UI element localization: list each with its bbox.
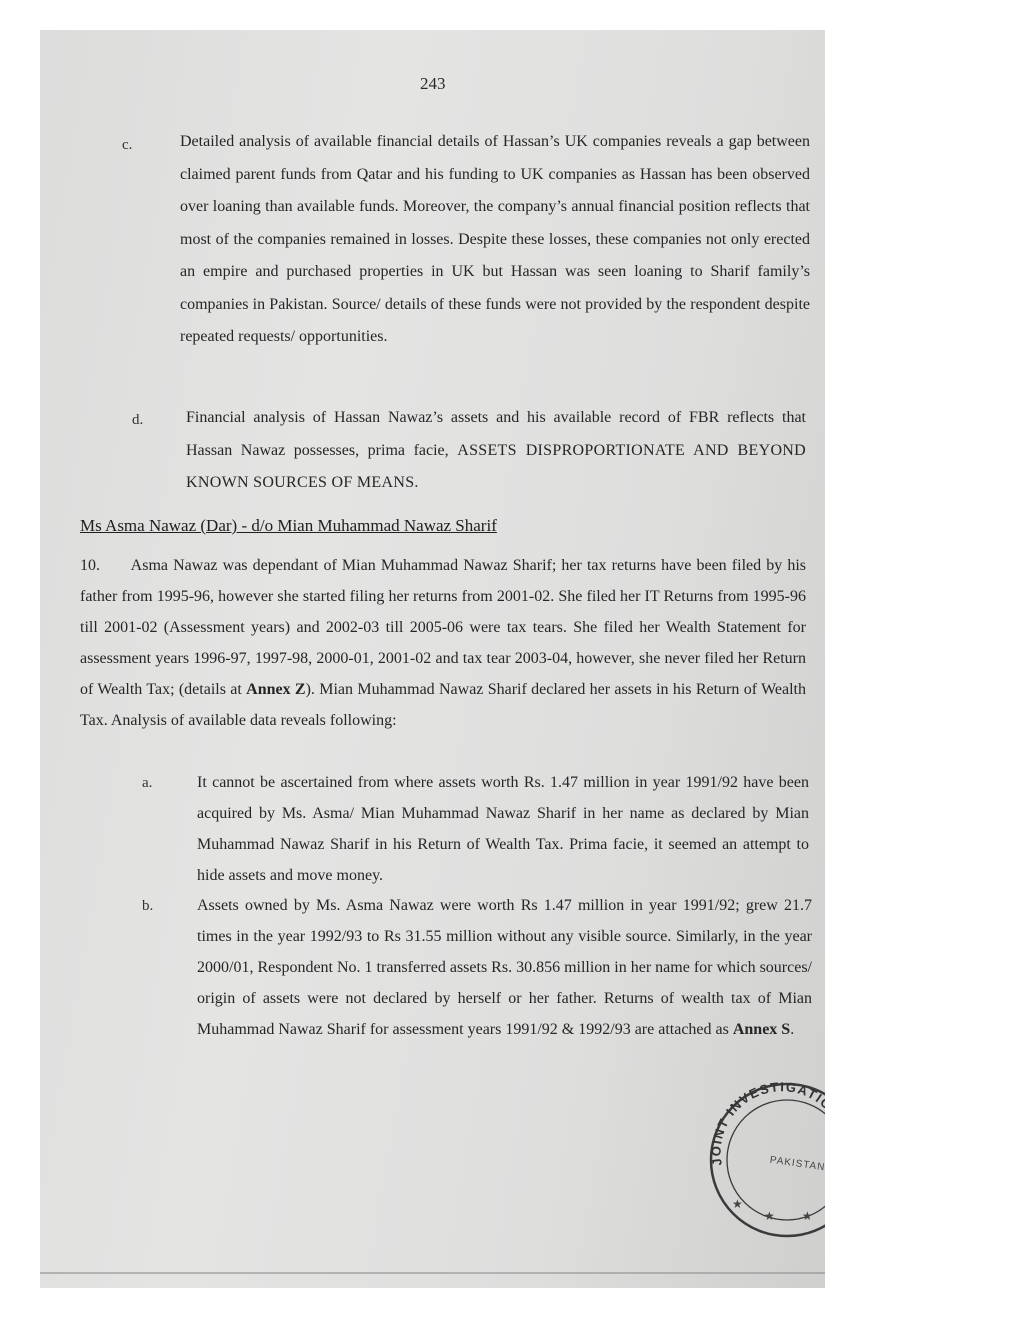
page-number: 243 [420, 74, 446, 93]
paragraph-10-text-1: Asma Nawaz was dependant of Mian Muhammad Nawaz Sharif; her tax returns have been filed by his father from 1995-96, however she started filing her returns from 2001-02. She filed her IT Returns from 1995-96 till 2001-02 (Assessment years) and 2002-03 till 2005-06 were tax tears. She filed her Wealth Statement for assessment years 1996-97, 1997-98, 2000-01, 2001-02 and tax tear 2003-04, however, she never filed her Return of Wealth Tax; (details at [80, 557, 807, 698]
item-d-text [186, 402, 806, 500]
item-d-marker: d. [132, 412, 144, 428]
annex-z-ref: Annex Z [246, 681, 306, 698]
item-b-text-end: . [790, 1021, 795, 1038]
item-b-text-body: Assets owned by Ms. Asma Nawaz were worth Rs 1.47 million in year 1991/92; grew 21.7 times in the year 1992/93 to Rs 31.55 million without any visible source. Similarly, in the year 2000/01, Respondent No. 1 transferred assets Rs. 30.856 million in her name for which sources/ origin of assets were not declared by herself or her father. Returns of wealth tax of Mian Muhammad Nawaz Sharif for assessment years 1991/92 & 1992/93 are attached as [197, 897, 812, 1038]
seal-star-right: ★ [802, 1209, 813, 1223]
seal-inner-text: PAKISTAN [769, 1154, 827, 1174]
item-b-text [197, 890, 812, 1045]
seal-star-left: ★ [732, 1197, 743, 1211]
item-c-marker: c. [122, 137, 133, 153]
official-seal-stamp [692, 1070, 844, 1240]
paragraph-10-number: 10. [80, 557, 100, 574]
item-d-text-body: Financial analysis of Hassan Nawaz’s assets and his available record of FBR reflects that Hassan Nawaz possesses, prima facie, [186, 409, 806, 459]
paragraph-10-text-2: ). Mian Muhammad Nawaz Sharif declared her assets in his Return of Wealth Tax. Analysis of available data reveals following: [80, 681, 806, 729]
item-c-text: Detailed analysis of available financial details of Hassan’s UK companies reveals a gap between claimed parent funds from Qatar and his funding to UK companies as Hassan has been observed over loaning than available funds. Moreover, the company’s annual financial position reflects that most of the companies remained in losses. Despite these losses, these companies not only erected an empire and purchased properties in UK but Hassan was seen loaning to Sharif family’s companies in Pakistan. Source/ details of these funds were not provided by the respondent despite repeated requests/ opportunities. [180, 133, 810, 345]
section-heading: Ms Asma Nawaz (Dar) - d/o Mian Muhammad Nawaz Sharif [80, 516, 497, 535]
item-d-emphasis: ASSETS DISPROPORTIONATE AND BEYOND KNOWN SOURCES OF MEANS. [186, 441, 807, 491]
document-page [40, 30, 844, 1288]
item-b-marker: b. [142, 898, 154, 914]
annex-s-ref: Annex S [732, 1021, 791, 1038]
paragraph-10 [80, 550, 806, 736]
svg-text:JOINT INVESTIGATION [708, 1079, 844, 1167]
seal-top-text: JOINT INVESTIGATION [708, 1079, 844, 1167]
seal-star-center: ★ [764, 1209, 775, 1223]
item-a-marker: a. [142, 775, 153, 791]
item-a-text: It cannot be ascertained from where assets worth Rs. 1.47 million in year 1991/92 have been acquired by Ms. Asma/ Mian Muhammad Nawaz Sharif in her name as declared by Mian Muhammad Nawaz Sharif in his Return of Wealth Tax. Prima facie, it seemed an attempt to hide assets and move money. [197, 774, 809, 884]
